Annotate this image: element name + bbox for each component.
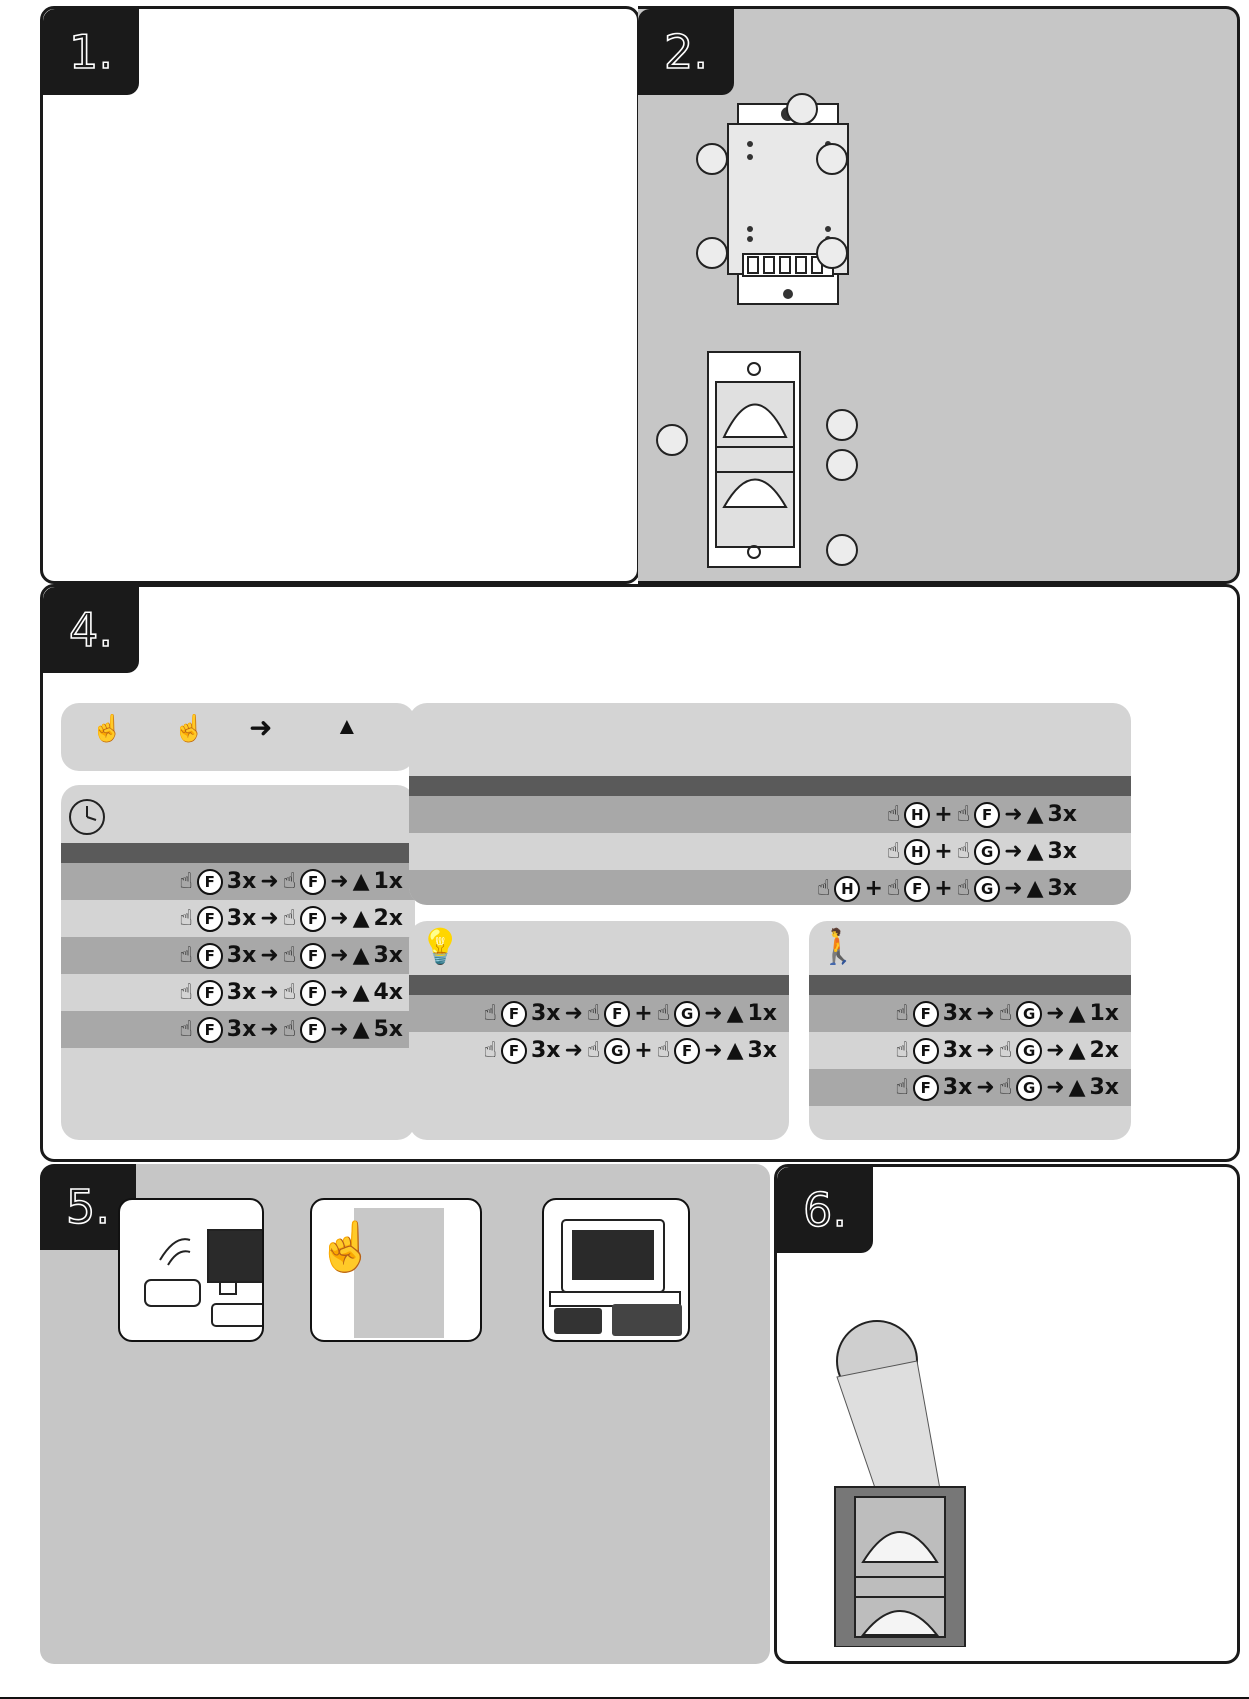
- tap-count: 3x: [942, 1001, 973, 1026]
- flash-led-icon: ▲: [352, 906, 370, 931]
- flash-led-icon: ▲: [1068, 1038, 1086, 1063]
- flash-count: 2x: [373, 906, 403, 931]
- hold-hand-icon: ☝: [817, 876, 831, 901]
- light-bulb-icon: 💡: [419, 928, 462, 966]
- hold-hand-icon: ☝: [586, 1001, 601, 1026]
- tap-hand-icon: ☝: [179, 980, 193, 1005]
- device-detail-illustration: [815, 1317, 1035, 1647]
- flash-count: 1x: [1089, 1001, 1119, 1026]
- key-letter: H: [834, 876, 860, 902]
- tap-count: 3x: [530, 1001, 561, 1026]
- step-2-panel: [638, 6, 1240, 584]
- key-letter: F: [300, 869, 326, 895]
- arrow-right-icon: ➜: [249, 712, 273, 743]
- step-6-number: 6.: [803, 1183, 847, 1237]
- hold-hand-icon: ☝: [956, 839, 971, 864]
- callout-h: [826, 449, 858, 481]
- tap-count: 3x: [942, 1075, 973, 1100]
- callout-g: [826, 409, 858, 441]
- arrow-right-icon: ➜: [704, 1038, 723, 1063]
- key-letter: G: [974, 839, 1000, 865]
- motion-walker-icon: 🚶: [817, 928, 860, 966]
- tap-hand-icon: ☝: [179, 1017, 193, 1042]
- key-letter: G: [974, 876, 1000, 902]
- hold-hand-icon: ☝: [656, 1038, 671, 1063]
- flash-count: 1x: [747, 1001, 777, 1026]
- light-box: [409, 921, 789, 1140]
- pointing-hand-icon: ☝: [316, 1221, 376, 1274]
- flash-count: 3x: [1047, 876, 1077, 901]
- sequence-row: [809, 995, 1131, 1032]
- sequence-row: [409, 833, 1131, 870]
- plus-icon: +: [634, 1038, 653, 1063]
- hold-hand-icon: ☝: [886, 802, 901, 827]
- step-5-number: 5.: [66, 1180, 110, 1234]
- flash-count: 4x: [373, 980, 403, 1005]
- key-letter: F: [300, 906, 326, 932]
- timer-box: [61, 785, 415, 1140]
- callout-f: [656, 424, 688, 456]
- hold-hand-icon: ☝: [282, 943, 297, 968]
- arrow-right-icon: ➜: [1046, 1075, 1065, 1100]
- sequence-row: [809, 1032, 1131, 1069]
- callout-c: [816, 143, 848, 175]
- arrow-right-icon: ➜: [1004, 876, 1023, 901]
- flash-count: 3x: [1047, 839, 1077, 864]
- sequence-row: [61, 937, 415, 974]
- step-1-number: 1.: [69, 25, 113, 79]
- step-4-badge: [43, 587, 139, 673]
- router-computer-illustration: [120, 1200, 262, 1340]
- sequence-row: [61, 974, 415, 1011]
- flash-count: 3x: [373, 943, 403, 968]
- key-letter: F: [501, 1001, 527, 1027]
- arrow-right-icon: ➜: [260, 906, 279, 931]
- arrow-right-icon: ➜: [1046, 1038, 1065, 1063]
- step-1-panel: [40, 6, 640, 584]
- plus-icon: +: [934, 876, 953, 901]
- key-letter: F: [913, 1038, 939, 1064]
- flash-led-icon: ▲: [352, 869, 370, 894]
- hold-hand-icon: ☝: [956, 802, 971, 827]
- key-letter: G: [1016, 1001, 1042, 1027]
- key-letter: F: [974, 802, 1000, 828]
- hold-hand-icon: ☝: [998, 1001, 1013, 1026]
- arrow-right-icon: ➜: [330, 943, 349, 968]
- key-letter: F: [197, 943, 223, 969]
- sequence-row: [409, 870, 1131, 905]
- hold-hand-icon: ☝: [998, 1075, 1013, 1100]
- arrow-right-icon: ➜: [1004, 839, 1023, 864]
- step-2-number: 2.: [664, 25, 708, 79]
- key-letter: F: [674, 1038, 700, 1064]
- tap-count: 3x: [226, 869, 257, 894]
- key-letter: F: [197, 980, 223, 1006]
- step-6-badge: [777, 1167, 873, 1253]
- sequence-row: [61, 1011, 415, 1048]
- key-letter: F: [197, 869, 223, 895]
- flash-count: 2x: [1089, 1038, 1119, 1063]
- sequence-row: [409, 1032, 789, 1069]
- arrow-right-icon: ➜: [1004, 802, 1023, 827]
- key-letter: G: [1016, 1038, 1042, 1064]
- combo-box: [409, 703, 1131, 905]
- device-front-illustration: [698, 347, 898, 577]
- flash-led-icon: ▲: [726, 1038, 744, 1063]
- plus-icon: +: [864, 876, 883, 901]
- key-letter: G: [674, 1001, 700, 1027]
- key-letter: F: [197, 1017, 223, 1043]
- tap-hand-icon: ☝: [483, 1001, 497, 1026]
- arrow-right-icon: ➜: [1046, 1001, 1065, 1026]
- hold-hand-icon: ☝: [656, 1001, 671, 1026]
- tap-hand-icon: ☝: [895, 1001, 909, 1026]
- tap-hand-icon: ☝: [895, 1075, 909, 1100]
- key-letter: F: [300, 943, 326, 969]
- laptop-phone-thumbnail: [542, 1198, 690, 1342]
- motion-header-bar: [809, 975, 1131, 995]
- arrow-right-icon: ➜: [260, 869, 279, 894]
- flash-count: 5x: [373, 1017, 403, 1042]
- clock-icon: [67, 797, 107, 837]
- hold-hand-icon: ☝: [282, 906, 297, 931]
- flash-led-icon: ▲: [335, 713, 359, 740]
- router-computer-thumbnail: [118, 1198, 264, 1342]
- arrow-right-icon: ➜: [260, 1017, 279, 1042]
- hold-hand-icon: ☝: [956, 876, 971, 901]
- step-4-number: 4.: [69, 603, 113, 657]
- key-letter: F: [300, 980, 326, 1006]
- legend-box: [61, 703, 415, 771]
- key-letter: F: [604, 1001, 630, 1027]
- callout-e: [816, 237, 848, 269]
- callout-i: [826, 534, 858, 566]
- sequence-row: [409, 796, 1131, 833]
- step-5-panel: [40, 1164, 770, 1664]
- tap-hand-icon: ☝: [179, 943, 193, 968]
- hold-hand-icon: ☝: [998, 1038, 1013, 1063]
- arrow-right-icon: ➜: [564, 1001, 583, 1026]
- arrow-right-icon: ➜: [976, 1075, 995, 1100]
- tap-count: 3x: [226, 980, 257, 1005]
- step-2-badge: [638, 9, 734, 95]
- callout-a: [786, 93, 818, 125]
- laptop-phone-illustration: [544, 1200, 688, 1340]
- hold-hand-icon: ☝: [586, 1038, 601, 1063]
- hold-hand-icon: ☝: [282, 869, 297, 894]
- flash-count: 3x: [1047, 802, 1077, 827]
- timer-header-bar: [61, 843, 415, 863]
- arrow-right-icon: ➜: [976, 1038, 995, 1063]
- sequence-row: [409, 995, 789, 1032]
- flash-led-icon: ▲: [352, 943, 370, 968]
- hold-hand-icon: ☝: [282, 980, 297, 1005]
- tap-hand-icon: ☝: [895, 1038, 909, 1063]
- key-letter: H: [904, 802, 930, 828]
- arrow-right-icon: ➜: [260, 943, 279, 968]
- arrow-right-icon: ➜: [564, 1038, 583, 1063]
- step-6-panel: [774, 1164, 1240, 1664]
- hold-hand-icon: ☝: [282, 1017, 297, 1042]
- key-letter: F: [913, 1075, 939, 1101]
- arrow-right-icon: ➜: [330, 1017, 349, 1042]
- hold-hand-icon: ☝: [886, 839, 901, 864]
- key-letter: G: [1016, 1075, 1042, 1101]
- arrow-right-icon: ➜: [704, 1001, 723, 1026]
- tap-count: 3x: [226, 906, 257, 931]
- tap-count: 3x: [942, 1038, 973, 1063]
- motion-box: [809, 921, 1131, 1140]
- arrow-right-icon: ➜: [330, 906, 349, 931]
- plus-icon: +: [934, 839, 953, 864]
- flash-led-icon: ▲: [1026, 876, 1044, 901]
- flash-led-icon: ▲: [352, 1017, 370, 1042]
- flash-led-icon: ▲: [1026, 802, 1044, 827]
- light-header-bar: [409, 975, 789, 995]
- key-letter: F: [913, 1001, 939, 1027]
- flash-led-icon: ▲: [1068, 1001, 1086, 1026]
- flash-count: 3x: [1089, 1075, 1119, 1100]
- key-letter: F: [904, 876, 930, 902]
- flash-led-icon: ▲: [1068, 1075, 1086, 1100]
- arrow-right-icon: ➜: [330, 980, 349, 1005]
- key-letter: F: [501, 1038, 527, 1064]
- tap-hand-icon: ☝: [91, 713, 124, 743]
- key-letter: H: [904, 839, 930, 865]
- arrow-right-icon: ➜: [330, 869, 349, 894]
- plus-icon: +: [934, 802, 953, 827]
- arrow-right-icon: ➜: [976, 1001, 995, 1026]
- flash-led-icon: ▲: [352, 980, 370, 1005]
- step-4-panel: [40, 584, 1240, 1162]
- callout-b: [696, 143, 728, 175]
- sequence-row: [61, 863, 415, 900]
- key-letter: G: [604, 1038, 630, 1064]
- flash-count: 3x: [747, 1038, 777, 1063]
- combo-header-bar: [409, 776, 1131, 796]
- tap-count: 3x: [226, 943, 257, 968]
- tap-hand-icon: ☝: [179, 906, 193, 931]
- plus-icon: +: [634, 1001, 653, 1026]
- press-button-thumbnail: [310, 1198, 482, 1342]
- sequence-row: [809, 1069, 1131, 1106]
- tap-count: 3x: [226, 1017, 257, 1042]
- step-1-badge: [43, 9, 139, 95]
- tap-count: 3x: [530, 1038, 561, 1063]
- hold-hand-icon: ☝: [886, 876, 901, 901]
- callout-d: [696, 237, 728, 269]
- arrow-right-icon: ➜: [260, 980, 279, 1005]
- key-letter: F: [197, 906, 223, 932]
- flash-led-icon: ▲: [1026, 839, 1044, 864]
- tap-hand-icon: ☝: [483, 1038, 497, 1063]
- hold-hand-icon: ☝: [173, 713, 206, 743]
- flash-led-icon: ▲: [726, 1001, 744, 1026]
- key-letter: F: [300, 1017, 326, 1043]
- flash-count: 1x: [373, 869, 403, 894]
- sequence-row: [61, 900, 415, 937]
- tap-hand-icon: ☝: [179, 869, 193, 894]
